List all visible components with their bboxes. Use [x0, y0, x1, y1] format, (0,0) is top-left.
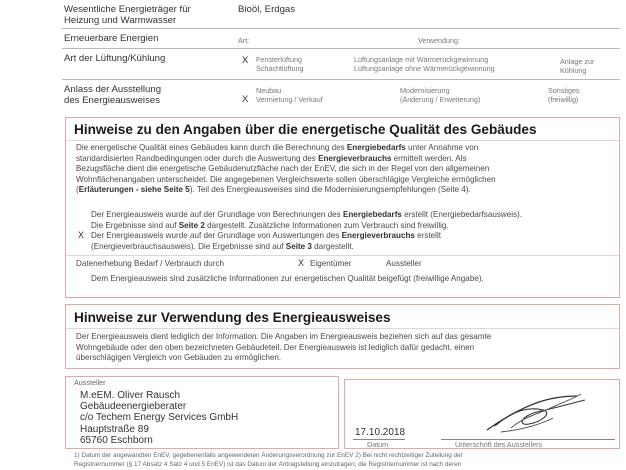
anlass-options-left: [256, 87, 323, 104]
intro-line-3: Bezugsfläche dient die energetische Gebäudenutzfläche nach der EnEV, die sich in der Regel von den allgemeinen: [76, 164, 490, 174]
option-aenderung-erweiterung: (Änderung / Erweiterung): [400, 94, 481, 104]
footnote-line-2: Registriernummer (§ 17 Absatz 4 Satz 4 und 5 EnEV) ist das Datum der Antragstellung einzutragen; die Registriernummer ist nach deren: [74, 460, 462, 468]
signature-label: Unterschrift des Ausstellers: [455, 440, 543, 449]
anlass-label-line1: Anlass der Ausstellung: [64, 84, 162, 95]
text: dargestellt. Zusätzliche Informationen zum Verbrauch sind freiwillig.: [204, 220, 449, 230]
option-modernisierung: Modernisierung: [400, 86, 450, 95]
anlass-options-mid: [400, 87, 480, 104]
footnote: [0, 452, 626, 469]
lueftung-options-mid: [354, 56, 495, 73]
aussteller-address: [80, 390, 238, 446]
bedarf-line-2: [91, 221, 616, 232]
bold-energieverbrauchs: Energieverbrauchs: [318, 153, 392, 163]
footnote-line-1: 1) Datum der angewandten EnEV, gegebenenfalls angewendeten Änderungsverordnung zur EnEV 2) Bei nicht rechtzeitiger Zuteilung der: [74, 452, 463, 459]
text: erstellt: [414, 231, 442, 240]
lueftung-check-mark: X: [242, 55, 249, 66]
eigentuemer-check-mark: X: [298, 258, 305, 268]
option-verbrauch: [91, 231, 616, 252]
text: erstellt (Energiebedarfsausweis).: [401, 210, 523, 219]
text: ). Teil des Energieausweises sind die Modernisierungsempfehlungen (Seite 4).: [189, 185, 471, 195]
hinweise-verwendung-box: [65, 304, 620, 369]
verwendung-line-2: Wohngebäude oder den oben bezeichneten Gebäudeteil. Der Energieausweis ist lediglich dafür gedacht, einen: [76, 342, 475, 352]
intro-paragraph: [76, 143, 616, 196]
energietraeger-label-line2: Heizung und Warmwasser: [64, 14, 177, 26]
aussteller-name: M.eEM. Oliver Rausch: [80, 390, 181, 401]
text: Der Energieausweis wurde auf der Grundlage von Auswertungen des: [91, 231, 342, 240]
intro-line-2: [76, 154, 616, 165]
bold-energiebedarfs: Energiebedarfs: [342, 210, 402, 219]
text: Die energetische Qualität eines Gebäudes kann durch die Berechnung des: [76, 143, 347, 152]
zusatz-info-line: Dem Energieausweis sind zusätzliche Informationen zur energetischen Qualität beigefügt (freiwillige Angabe).: [91, 274, 484, 283]
text: Die Ergebnisse sind auf: [91, 220, 179, 230]
hinweise-verwendung-title: Hinweise zur Verwendung des Energieausweises: [74, 310, 391, 325]
aussteller-label: Aussteller: [74, 378, 106, 387]
title-divider: [66, 140, 619, 141]
option-bedarf: [91, 210, 616, 231]
energietraeger-value: Bioöl, Erdgas: [238, 4, 296, 15]
aussteller-street: Hauptstraße 89: [80, 423, 149, 435]
aussteller-title: Gebäudeenergieberater: [80, 401, 187, 413]
option-neubau: Neubau: [256, 86, 282, 95]
building-info-table: [62, 0, 620, 112]
lueftung-label: Art der Lüftung/Kühlung: [64, 53, 166, 64]
anlass-check-mark: X: [242, 94, 249, 105]
option-mit-waermerueckgewinnung: Lüftungsanlage mit Wärmerückgewinnung: [354, 55, 489, 64]
bold-energieverbrauchs: Energieverbrauchs: [341, 231, 415, 240]
energietraeger-label: [64, 5, 191, 26]
aussteller-box: [65, 376, 339, 449]
anlass-row: [62, 80, 620, 112]
anlass-label-line2: des Energieausweises: [64, 94, 160, 106]
verwendung-line-3: überschlägigen Vergleich von Gebäuden zu ermöglichen.: [76, 353, 282, 363]
verbrauch-line-2: [91, 242, 616, 253]
option-fensterlueftung: Fensterlüftung: [256, 55, 302, 64]
title-divider: [66, 328, 619, 329]
option-schachtlueftung: Schachtlüftung: [256, 63, 304, 73]
datenerhebung-label: Datenerhebung Bedarf / Verbrauch durch: [76, 259, 225, 268]
text: ermittelt werden. Als: [391, 153, 467, 163]
text: Der Energieausweis wurde auf der Grundlage von Berechnungen des: [91, 210, 343, 219]
bold-energiebedarfs: Energiebedarfs: [346, 143, 406, 152]
hinweise-angaben-title: Hinweise zu den Angaben über die energetische Qualität des Gebäudes: [74, 122, 537, 137]
hinweise-angaben-box: [65, 117, 620, 298]
anlass-label: [64, 85, 161, 106]
energietraeger-label-line1: Wesentliche Energieträger für: [64, 4, 191, 15]
erneuerbar-row: [62, 29, 620, 49]
signature-box: [344, 379, 620, 449]
bold-seite-2: Seite 2: [178, 220, 205, 230]
option-freiwillig: (freiwillig): [548, 94, 579, 104]
verwendung-paragraph: [76, 332, 616, 364]
aussteller-option: Aussteller: [386, 259, 422, 268]
aussteller-company: c/o Techem Energy Services GmbH: [80, 412, 239, 424]
verbrauch-check-mark: X: [78, 230, 85, 240]
erneuerbar-art-label: Art:: [238, 36, 250, 45]
erneuerbar-verwendung-label: Verwendung:: [418, 36, 460, 45]
intro-line-5: [76, 185, 616, 196]
lueftung-row: [62, 49, 620, 80]
date-label: Datum: [367, 440, 389, 449]
bold-erlaeuterungen: Erläuterungen - siehe Seite 5: [78, 185, 190, 195]
erneuerbar-label: Erneuerbare Energien: [64, 33, 159, 44]
text: standardisierten Randbedingungen oder durch die Auswertung des: [76, 153, 319, 163]
anlass-options-right: [548, 87, 580, 104]
verbrauch-line-1: [91, 231, 616, 242]
lueftung-options-left: [256, 56, 304, 73]
lueftung-options-right: [560, 58, 594, 75]
option-sonstiges: Sonstiges: [548, 86, 580, 95]
intro-line-1: [76, 143, 616, 154]
option-kuehlung: Kühlung: [560, 65, 587, 75]
text: unter Annahme von: [405, 143, 479, 152]
eigentuemer-option: Eigentümer: [310, 259, 352, 268]
text: (: [76, 185, 79, 195]
aussteller-city: 65760 Eschborn: [80, 434, 153, 446]
option-vermietung-verkauf: Vermietung / Verkauf: [256, 94, 323, 104]
bedarf-line-1: [91, 210, 616, 221]
signature-image: [481, 386, 591, 436]
option-anlage-zur: Anlage zur: [560, 57, 595, 66]
text: dargestellt.: [311, 241, 354, 251]
verwendung-line-1: Der Energieausweis dient lediglich der Information. Die Angaben im Energieausweis beziehen sich auf das gesamte: [76, 332, 492, 341]
datenerhebung-divider: [66, 255, 619, 256]
energietraeger-row: [62, 0, 620, 29]
bold-seite-3: Seite 3: [285, 241, 312, 251]
text: (Energieverbrauchsausweis). Die Ergebnisse sind auf: [91, 241, 286, 251]
option-ohne-waermerueckgewinnung: Lüftungsanlage ohne Wärmerückgewinnung: [354, 63, 495, 73]
intro-line-4: Wohnflächenangaben unterscheidet. Die angegebenen Vergleichswerte sollen überschlägige Vergleiche ermöglichen: [76, 174, 496, 184]
issue-date: 17.10.2018: [355, 427, 406, 438]
